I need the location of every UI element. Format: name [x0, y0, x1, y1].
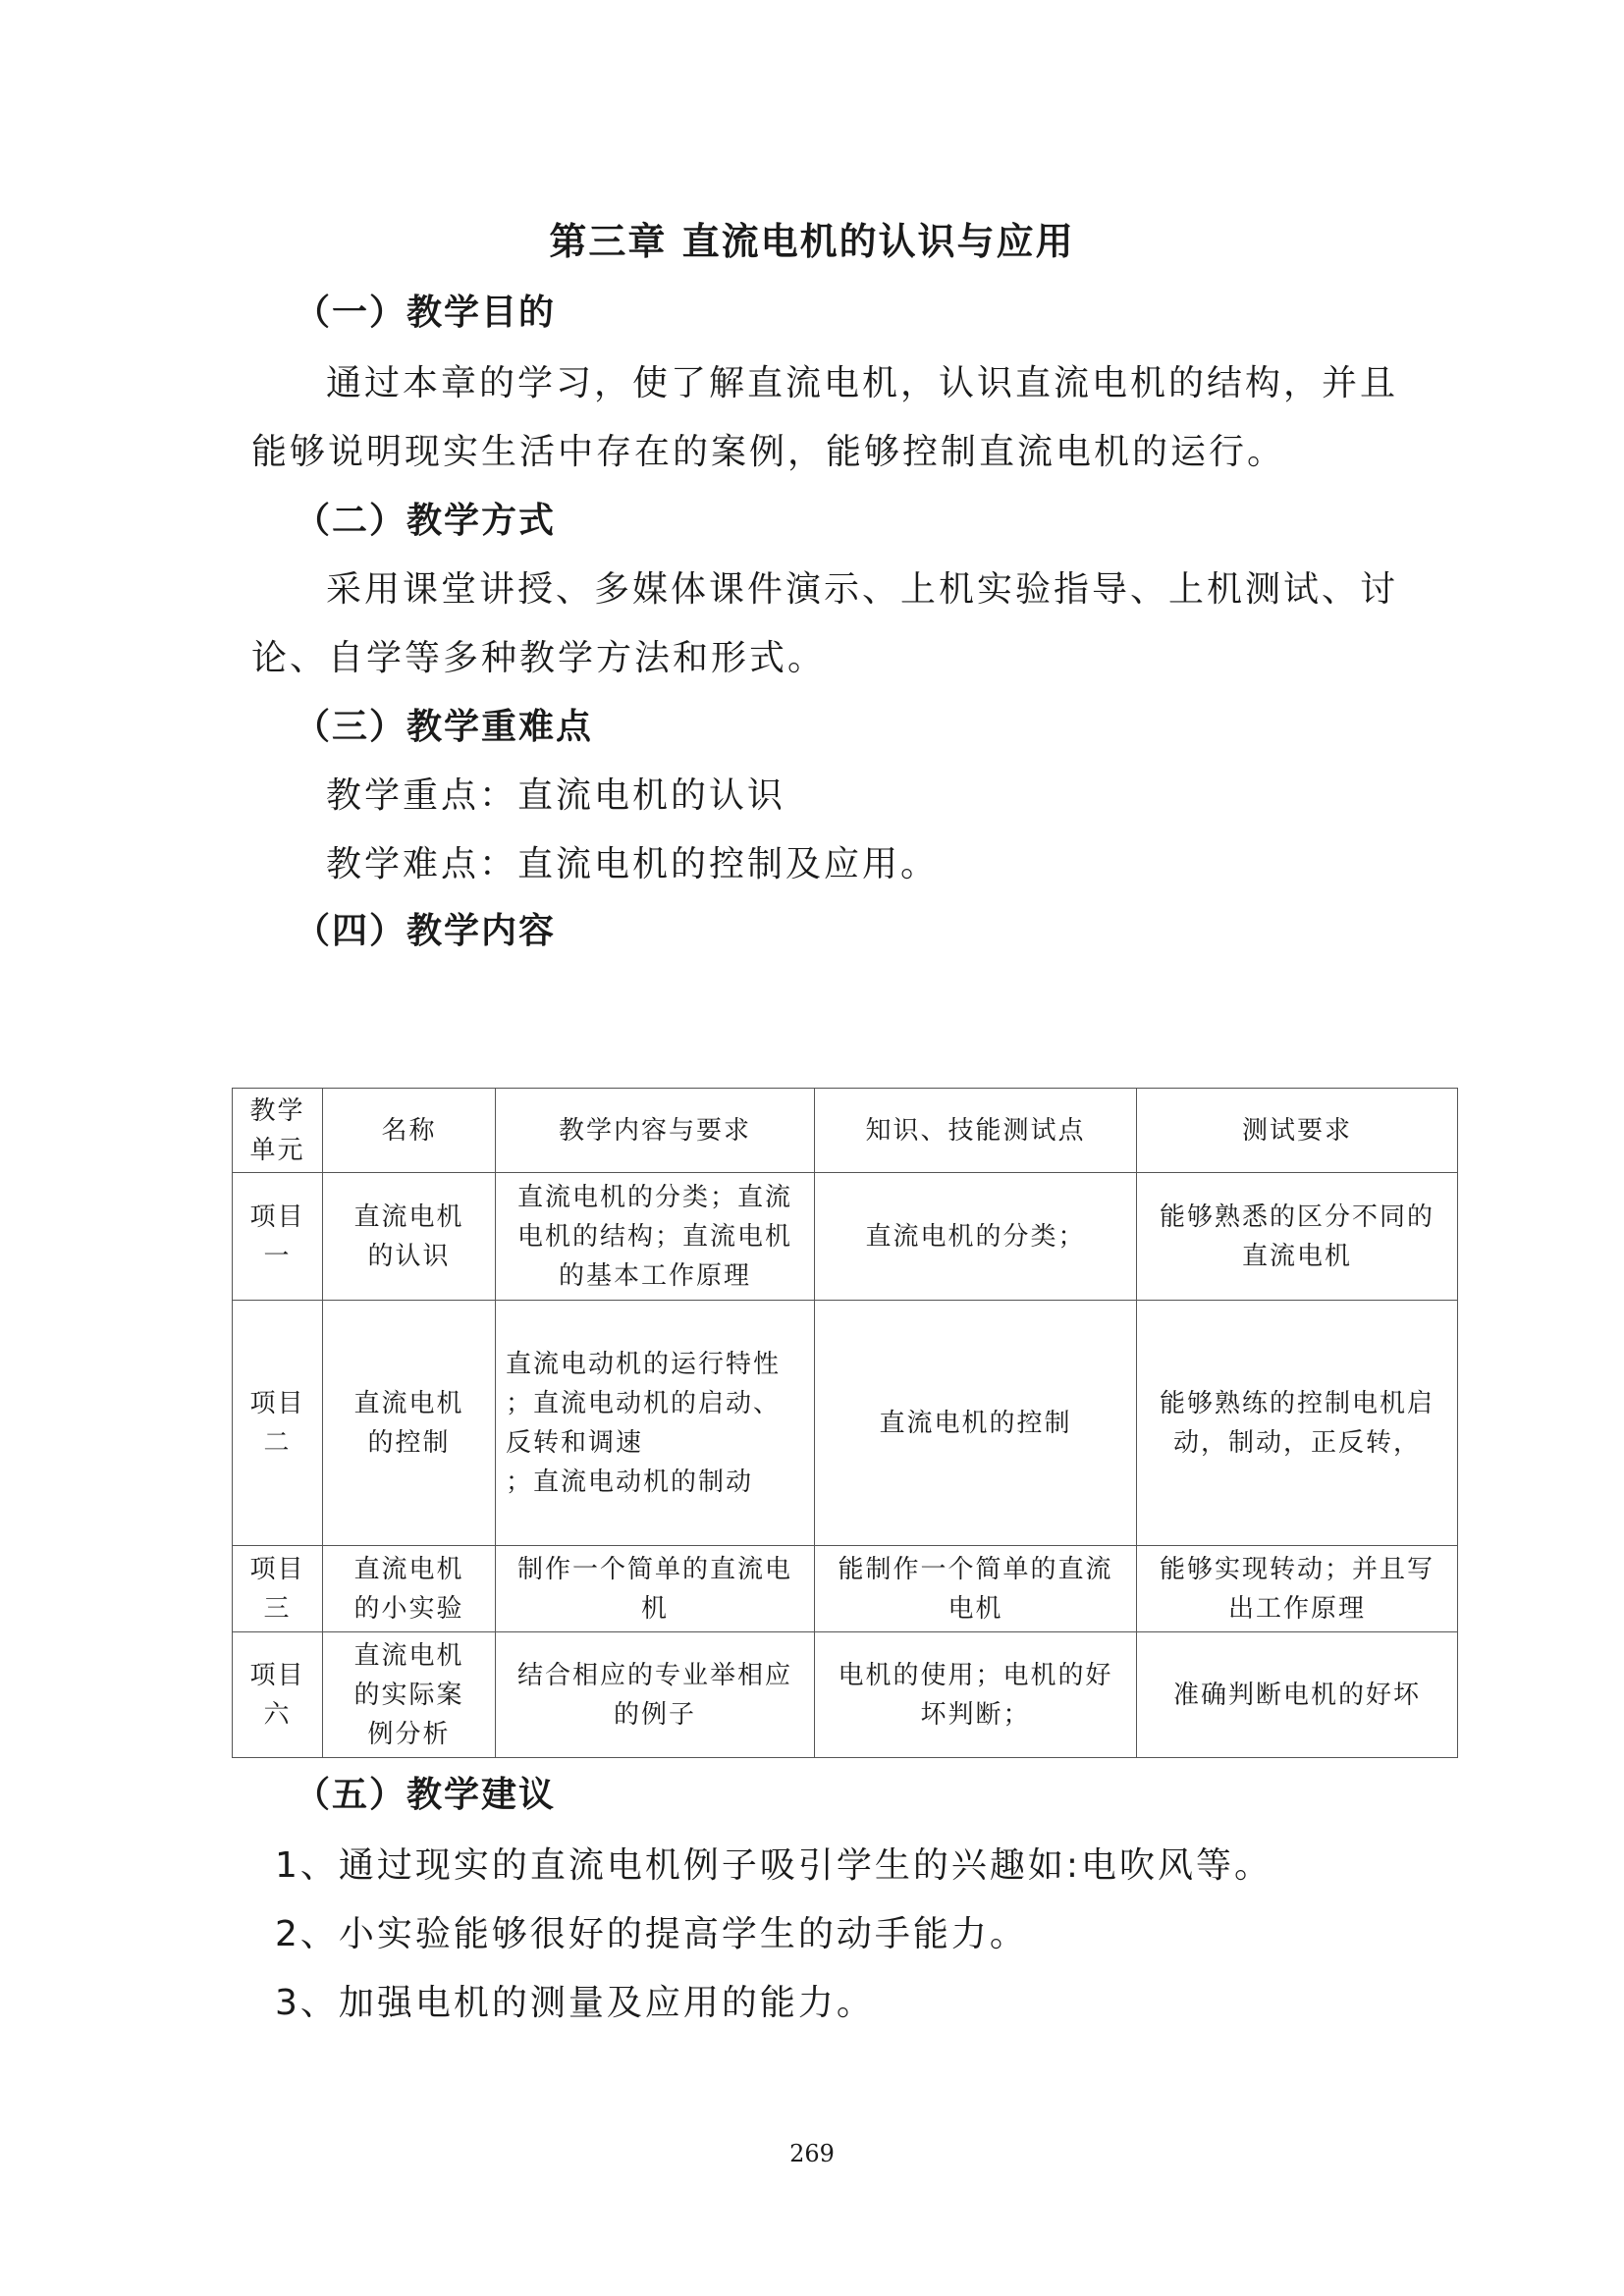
table-cell: 准确判断电机的好坏: [1137, 1632, 1458, 1758]
suggestion-3: 3、加强电机的测量及应用的能力。: [275, 1983, 875, 2023]
table-cell: 项目 三: [233, 1546, 323, 1632]
section-heading-suggestions: （五）教学建议: [295, 1775, 557, 1815]
section-heading-content: （四）教学内容: [295, 911, 557, 951]
table-cell: 项目 一: [233, 1173, 323, 1301]
section-heading-methods: （二）教学方式: [295, 501, 557, 541]
header-cell: 知识、技能测试点: [815, 1089, 1137, 1173]
table-cell: 直流电机 的小实验: [323, 1546, 496, 1632]
table-cell: 能够熟练的控制电机启 动，制动，正反转，: [1137, 1301, 1458, 1546]
page-number: 269: [789, 2140, 835, 2167]
suggestion-2: 2、小实验能够很好的提高学生的动手能力。: [275, 1914, 1028, 1954]
methods-line-1: 采用课堂讲授、多媒体课件演示、上机实验指导、上机测试、讨: [326, 569, 1399, 610]
section-heading-objectives: （一）教学目的: [295, 293, 557, 333]
table-row: [233, 1632, 1458, 1758]
table-cell: 能制作一个简单的直流 电机: [815, 1546, 1137, 1632]
table-cell: 直流电机 的认识: [323, 1173, 496, 1301]
table-cell: 直流电动机的运行特性 ；直流电动机的启动、 反转和调速 ；直流电动机的制动: [496, 1301, 815, 1546]
table-cell: 制作一个简单的直流电 机: [496, 1546, 815, 1632]
objectives-line-2: 能够说明现实生活中存在的案例，能够控制直流电机的运行。: [251, 432, 1286, 472]
table-cell: 直流电机 的实际案 例分析: [323, 1632, 496, 1758]
header-cell: 教学 单元: [233, 1089, 323, 1173]
header-cell: 测试要求: [1137, 1089, 1458, 1173]
difficult-point-line: 教学难点：直流电机的控制及应用。: [326, 844, 940, 884]
table-cell: 直流电机 的控制: [323, 1301, 496, 1546]
key-point-line: 教学重点：直流电机的认识: [326, 775, 786, 816]
objectives-line-1: 通过本章的学习，使了解直流电机，认识直流电机的结构，并且: [326, 363, 1399, 403]
syllabus-table: [232, 1088, 1458, 1758]
table-header-row: [233, 1089, 1458, 1173]
table-cell: 结合相应的专业举相应 的例子: [496, 1632, 815, 1758]
chapter-title: 第三章 直流电机的认识与应用: [549, 220, 1075, 263]
table-cell: 直流电机的控制: [815, 1301, 1137, 1546]
table-cell: 能够熟悉的区分不同的 直流电机: [1137, 1173, 1458, 1301]
table-cell: 直流电机的分类；: [815, 1173, 1137, 1301]
table-cell: 项目 二: [233, 1301, 323, 1546]
table-cell: 项目 六: [233, 1632, 323, 1758]
table-row: [233, 1173, 1458, 1301]
table-cell: 电机的使用；电机的好 坏判断；: [815, 1632, 1137, 1758]
table-row: [233, 1301, 1458, 1546]
header-cell: 名称: [323, 1089, 496, 1173]
section-heading-key-points: （三）教学重难点: [295, 707, 594, 747]
table-row: [233, 1546, 1458, 1632]
methods-line-2: 论、自学等多种教学方法和形式。: [251, 638, 827, 678]
table-cell: 直流电机的分类；直流 电机的结构；直流电机 的基本工作原理: [496, 1173, 815, 1301]
suggestion-1: 1、通过现实的直流电机例子吸引学生的兴趣如:电吹风等。: [275, 1845, 1273, 1886]
header-cell: 教学内容与要求: [496, 1089, 815, 1173]
table-cell: 能够实现转动；并且写 出工作原理: [1137, 1546, 1458, 1632]
